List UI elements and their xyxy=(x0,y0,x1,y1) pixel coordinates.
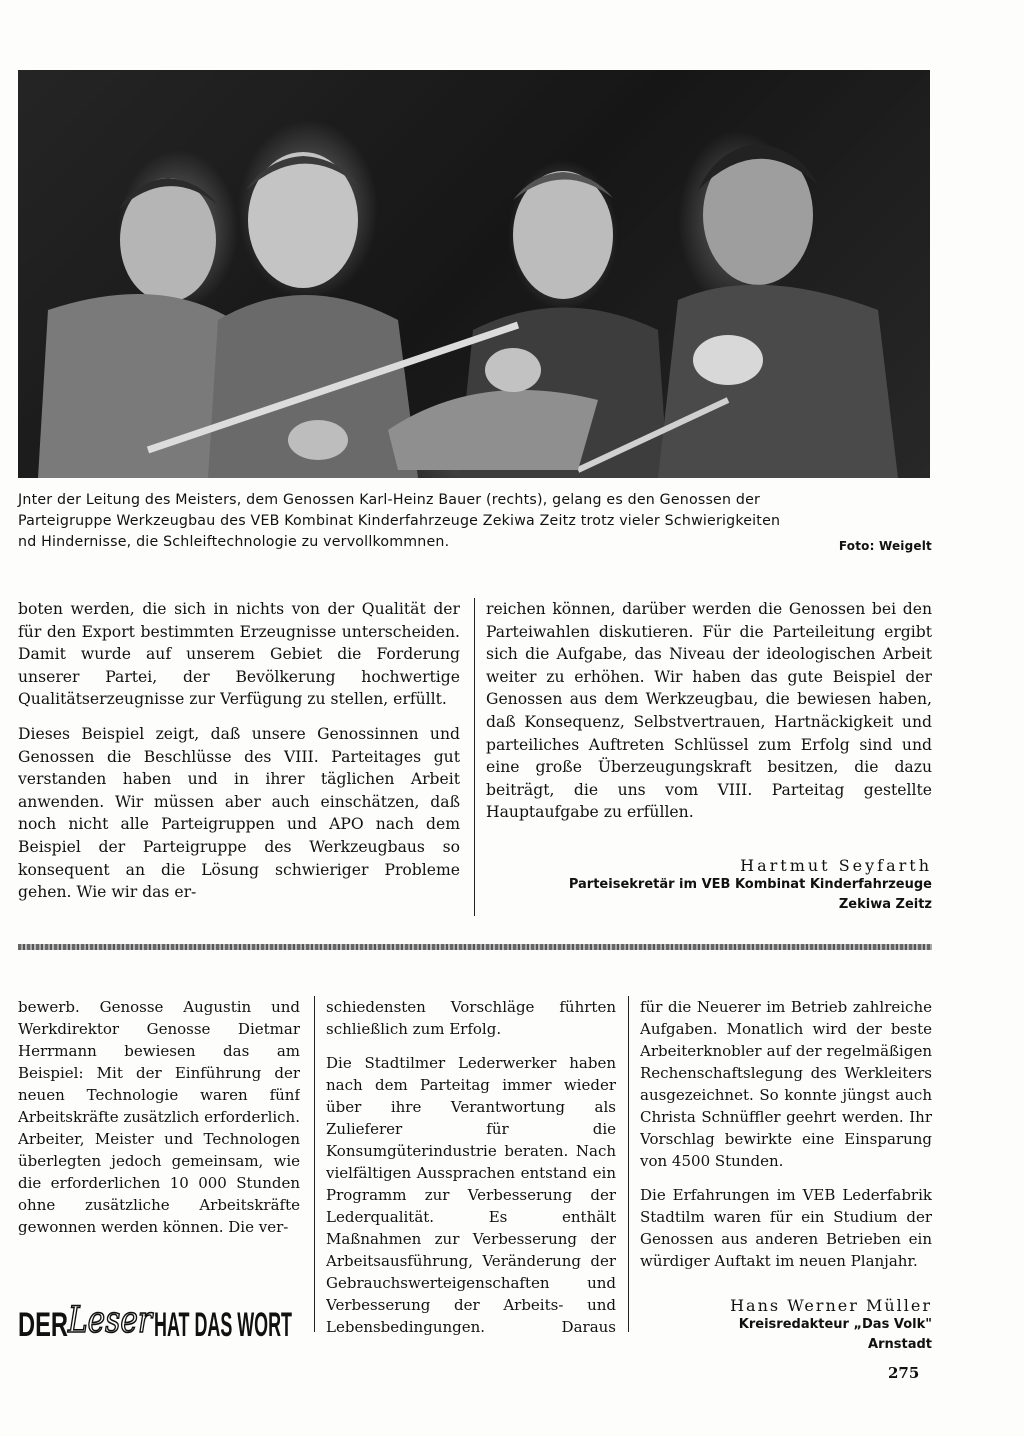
photo-credit: Foto: Weigelt xyxy=(838,539,932,553)
caption-line: Parteigruppe Werkzeugbau des VEB Kombinat Kinderfahrzeuge Zekiwa Zeitz trotz vieler Schwierigkeiten xyxy=(18,513,781,529)
paragraph: Die Erfahrungen im VEB Lederfabrik Stadtilm waren für ein Studium der Genossen aus anderen Betrieben ein würdiger Auftakt im neuen Planjahr. xyxy=(640,1186,932,1270)
author-title: Parteisekretär im VEB Kombinat Kinderfahrzeuge xyxy=(568,877,932,892)
caption-line: nd Hindernisse, die Schleiftechnologie zu vervollkommnen. xyxy=(18,534,450,550)
author-title: Kreisredakteur „Das Volk" xyxy=(738,1317,932,1332)
paragraph: schiedensten Vorschläge führten schließlich zum Erfolg. xyxy=(326,998,616,1038)
caption-line: Jnter der Leitung des Meisters, dem Genossen Karl-Heinz Bauer (rechts), gelang es den Genossen der xyxy=(18,492,761,508)
author-name: Hans Werner Müller xyxy=(730,1296,932,1315)
column-divider xyxy=(474,598,475,916)
paragraph: reichen können, darüber werden die Genossen bei den Parteiwahlen diskutieren. Für die Parteileitung ergibt sich die Aufgabe, das Niveau der ideologischen Arbeit weiter zu erhöhen. Wir haben das gute Beispiel der Genossen aus dem Werkzeugbau, die bewiesen haben, daß Konsequenz, Selbstvertrauen, Hartnäckigkeit und parteiliches Auftreten Schlüssel zum Erfolg sind und eine große Überzeugungskraft besitzen, die dazu beiträgt, die uns vom VIII. Parteitag gestellte Hauptaufgabe zu erfüllen. xyxy=(486,600,932,822)
author-title: Zekiwa Zeitz xyxy=(838,897,932,912)
section-divider xyxy=(18,944,932,950)
paragraph: Die Stadtilmer Lederwerker haben nach dem Parteitag immer wieder über ihre Verantwortung als Zulieferer für die Konsumgüterindustrie beraten. Nach vielfältigen Aussprachen entstand ein Programm zur Verbesserung der Lederqualität. Es enthält Maßnahmen zur Verbesserung der Arbeitsausführung, Veränderung der Gebrauchswerteigenschaften und Verbesserung der Arbeits- und Lebensbedingungen. Daraus xyxy=(326,1054,616,1336)
logo-part: DER xyxy=(18,1306,68,1344)
article1-left-column xyxy=(18,598,460,928)
der-leser-hat-das-wort-logo xyxy=(18,1296,294,1344)
paragraph: boten werden, die sich in nichts von der Qualität der für den Export bestimmten Erzeugnisse unterscheiden. Damit wurde auf unserem Gebiet die Forderung unserer Partei, der Bevölkerung hochwertige Qualitätserzeugnisse zur Verfügung zu stellen, erfüllt. xyxy=(18,600,460,709)
photo-caption xyxy=(18,490,932,553)
column-divider xyxy=(628,996,629,1332)
paragraph: für die Neuerer im Betrieb zahlreiche Aufgaben. Monatlich wird der beste Arbeiterknobler auf der regelmäßigen Rechenschaftslegung des Werkleiters ausgezeichnet. So konnte jüngst auch Christa Schnüffler geehrt werden. Ihr Vorschlag bewirkte eine Einsparung von 4500 Stunden. xyxy=(640,998,932,1170)
article2-column-3 xyxy=(640,996,932,1296)
article1-signature xyxy=(486,856,932,915)
article2-column-2 xyxy=(326,996,616,1336)
article2-column-1 xyxy=(18,996,300,1246)
author-name: Hartmut Seyfarth xyxy=(740,856,932,875)
page-number: 275 xyxy=(888,1364,920,1382)
article-photo xyxy=(18,70,930,478)
article1-right-column xyxy=(486,598,932,854)
article2-signature xyxy=(640,1296,932,1355)
logo-part: Leser xyxy=(67,1300,154,1341)
author-title: Arnstadt xyxy=(868,1337,932,1352)
paragraph: Dieses Beispiel zeigt, daß unsere Genossinnen und Genossen die Beschlüsse des VIII. Parteitages gut verstanden haben und in ihrer täglichen Arbeit anwenden. Wir müssen aber auch einschätzen, daß noch nicht alle Parteigruppen und APO nach dem Beispiel der Parteigruppe des Werkzeugbaus so konsequent an die Lösung schwieriger Probleme gehen. Wie wir das er- xyxy=(18,724,460,902)
photo-illustration xyxy=(18,70,930,478)
column-divider xyxy=(314,996,315,1332)
logo-part: HAT DAS WORT xyxy=(154,1306,293,1344)
paragraph: bewerb. Genosse Augustin und Werkdirektor Genosse Dietmar Herrmann bewiesen das am Beispiel: Mit der Einführung der neuen Technologie waren fünf Arbeitskräfte zusätzlich erforderlich. Arbeiter, Meister und Technologen überlegten jedoch gemeinsam, wie die erforderlichen 10 000 Stunden ohne zusätzliche Arbeitskräfte gewonnen werden können. Die ver- xyxy=(18,998,300,1236)
